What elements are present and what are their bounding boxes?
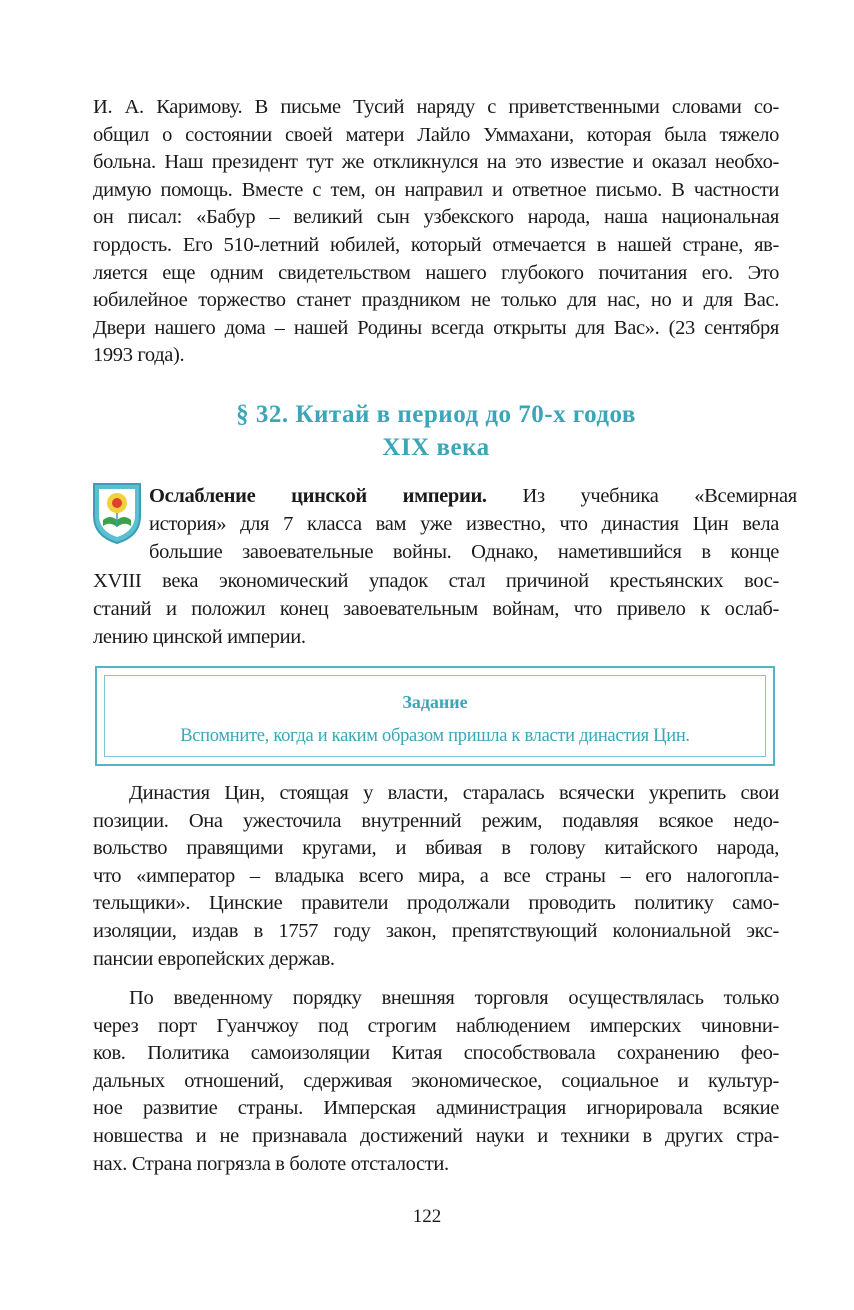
text-line: Династия Цин, стоящая у власти, старалась всячески укрепить свои — [129, 782, 779, 804]
text-line — [149, 482, 797, 510]
bold-lead: Ослабление цинской империи. — [149, 485, 487, 507]
text-line: больна. Наш президент тут же откликнулся на это известие и оказал необхо- — [93, 151, 779, 174]
task-box-inner-frame — [104, 675, 766, 757]
lead-rest: Из учебника «Всемирная — [486, 485, 797, 507]
text-line: XVIII века экономический упадок стал причиной крестьянских вос- — [93, 569, 779, 592]
text-line: И. А. Каримову. В письме Тусий наряду с приветственными словами со- — [93, 96, 779, 118]
text-line: пансии европейских держав. — [93, 947, 335, 970]
section-title-line-2: XIX века — [382, 434, 490, 461]
text-line: По введенному порядку внешняя торговля осуществлялась только — [129, 987, 779, 1009]
paragraph-2 — [93, 780, 779, 973]
text-line: ков. Политика самоизоляции Китая способствовала сохранению фео- — [93, 1042, 779, 1065]
text-line: юбилейное торжество станет праздником не только для нас, но и для Вас. — [93, 289, 779, 312]
text-line: станий и положил конец завоевательным войнам, что привело к ослаб- — [93, 597, 779, 620]
text-line: большие завоевательные войны. Однако, наметившийся в конце — [149, 541, 779, 564]
text-line: гордость. Его 510-летний юбилей, который отмечается в нашей стране, яв- — [93, 233, 779, 256]
text-line: что «император – владыка всего мира, а все страны – его налогопла- — [93, 864, 779, 887]
text-line: лению цинской империи. — [93, 626, 306, 649]
task-title: Задание — [402, 692, 468, 712]
section-heading — [93, 398, 779, 464]
text-line: вольство правящими кругами, и вбивая в голову китайского народа, — [93, 837, 779, 860]
text-line: дальных отношений, сдерживая экономическое, социальное и культур- — [93, 1069, 779, 1092]
text-line: через порт Гуанчжоу под строгим наблюдением имперских чиновни- — [93, 1014, 779, 1037]
text-line: история» для 7 класса вам уже известно, что династия Цин вела — [149, 513, 779, 536]
page-number: 122 — [412, 1206, 442, 1227]
text-line: нах. Страна погрязла в болоте отсталости. — [93, 1152, 449, 1175]
intro-paragraph — [93, 94, 779, 370]
section-paragraph-1 — [93, 482, 797, 651]
text-line: тельщики». Цинские правители продолжали проводить политику само- — [93, 892, 779, 915]
task-box — [95, 666, 775, 766]
task-text: Вспомните, когда и каким образом пришла к власти династия Цин. — [180, 726, 690, 746]
paragraph-3 — [93, 985, 779, 1178]
text-line: изоляции, издав в 1757 году закон, препятствующий колониальной экс- — [93, 919, 779, 942]
section-title-line-1: § 32. Китай в период до 70-х годов — [236, 401, 636, 428]
text-line: димую помощь. Вместе с тем, он направил и ответное письмо. В частности — [93, 178, 779, 201]
text-line: новшества и не признавала достижений науки и техники в других стра- — [93, 1124, 779, 1147]
text-line: ное развитие страны. Имперская администрация игнорировала всякие — [93, 1097, 779, 1120]
text-line: позиции. Она ужесточила внутренний режим, подавляя всякое недо- — [93, 809, 779, 832]
text-line: он писал: «Бабур – великий сын узбекского народа, наша национальная — [93, 206, 779, 229]
text-line: 1993 года). — [93, 344, 185, 367]
text-line: ляется еще одним свидетельством нашего глубокого почитания его. Это — [93, 261, 779, 284]
text-line: общил о состоянии своей матери Лайло Уммахани, которая была тяжело — [93, 123, 779, 146]
text-line: Двери нашего дома – нашей Родины всегда открыты для Вас». (23 сентября — [93, 316, 779, 339]
